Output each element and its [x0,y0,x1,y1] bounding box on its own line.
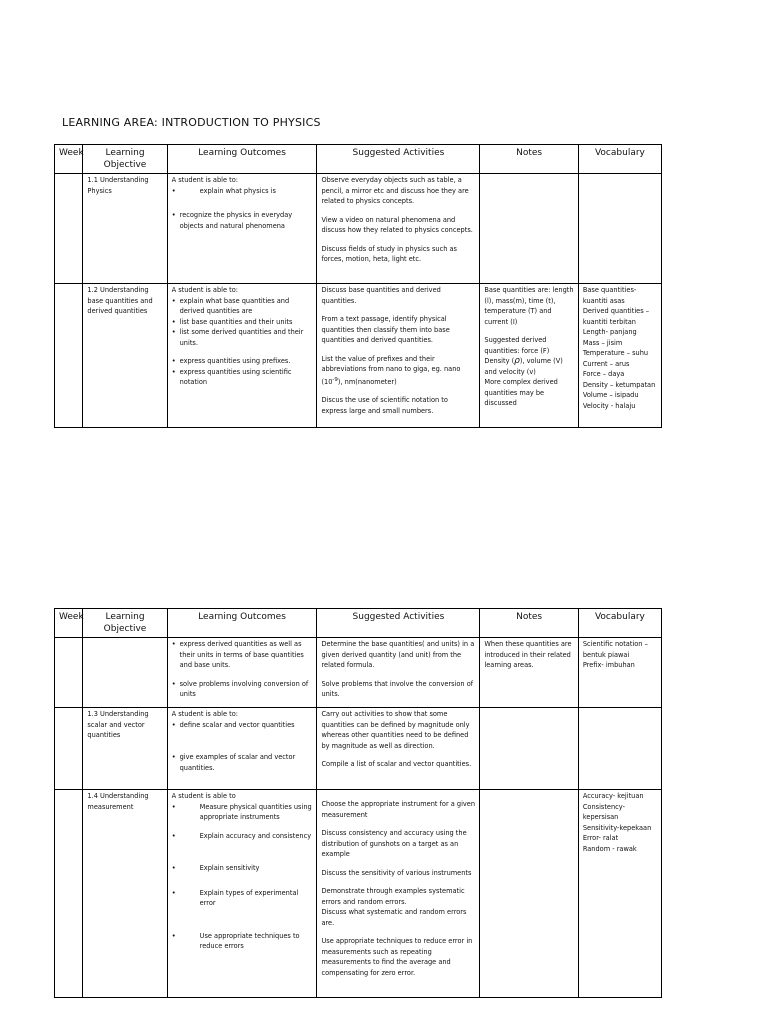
week-cell [55,174,83,284]
activities-cell [317,708,480,790]
objective-text: 1.2 Understanding base quantities and derived quantities [87,286,153,315]
notes-cell [480,284,578,428]
activities-cell [317,790,480,998]
lesson-plan-table-2 [54,608,662,998]
outcomes-cell [167,174,317,284]
notes-cell [480,708,578,790]
vocabulary-cell [578,284,661,428]
objective-text: 1.3 Understanding scalar and vector quantities [87,710,149,739]
vocabulary-cell [578,790,661,998]
outcomes-intro: A student is able to [171,792,236,800]
outcome-item: • explain what physics is [172,186,313,197]
header-vocabulary: Vocabulary [578,609,661,638]
vocabulary-cell [578,638,661,708]
header-outcomes: Learning Outcomes [167,609,317,638]
table-row [55,284,662,428]
objective-text: 1.4 Understanding measurement [87,792,149,811]
outcomes-intro: A student is able to: [171,176,238,184]
header-week: Week [55,145,83,174]
objective-cell [83,638,167,708]
activity-item: Choose the appropriate instrument for a given measurement [321,800,476,819]
vocab-item: Length- panjang [582,328,637,336]
vocab-item: Base quantities- kuantiti asas [582,286,637,305]
notes-cell [480,790,578,998]
vocab-item: Random - rawak [582,844,637,853]
activity-item: View a video on natural phenomena and discuss how they related to physics concepts. [321,215,473,234]
table-row [55,790,662,998]
outcomes-cell [167,790,317,998]
vocab-item: Error- ralat [582,834,619,842]
activity-item: Discuss the sensitivity of various instruments [321,868,472,877]
outcome-item: • Explain types of experimental error [172,888,313,909]
vocab-item: Volume – isipadu [582,391,639,399]
vocab-item: Density – ketumpatan [582,380,656,389]
outcome-item: • define scalar and vector quantities [172,720,313,731]
activities-cell [317,284,480,428]
outcomes-intro: A student is able to: [171,710,238,718]
objective-text: 1.1 Understanding Physics [87,176,149,195]
outcome-item: • solve problems involving conversion of units [172,679,313,700]
activity-item: Use appropriate techniques to reduce error in measurements such as repeating measurements to find the average and compensating for zero error. [321,937,473,977]
notes-cell [480,174,578,284]
outcome-item: • Measure physical quantities using appropriate instruments [172,802,313,823]
outcome-item: • list some derived quantities and their units. [172,327,313,348]
header-activities: Suggested Activities [317,609,480,638]
outcome-item: • recognize the physics in everyday objects and natural phenomena [172,210,313,231]
activity-item [321,354,475,388]
notes-cell [480,638,578,708]
vocab-item: Force – daya [582,370,625,378]
vocabulary-cell [578,708,661,790]
activity-item: Discuss fields of study in physics such as forces, motion, heta, light etc. [321,244,457,263]
activity-item: Discuss what systematic and random errors are. [321,908,467,927]
header-week: Week [55,609,83,638]
week-cell [55,790,83,998]
density-symbol: ρ [514,356,520,366]
week-cell [55,638,83,708]
note-item [484,335,573,377]
note-item: When these quantities are introduced in their related learning areas. [484,640,572,669]
vocabulary-cell [578,174,661,284]
outcome-item: • list base quantities and their units [172,317,313,328]
table-header-row [55,145,662,174]
outcome-item: • express derived quantities as well as their units in terms of base quantities and base units. [172,639,313,671]
activity-item: Carry out activities to show that some quantities can be defined by magnitude only whereas other quantities need to be defined by magnitude as well as direction. [321,710,470,750]
activity-text: ), nm(nanometer) [337,377,397,386]
vocab-item: Temperature – suhu [582,349,649,357]
outcomes-intro: A student is able to: [171,286,238,294]
outcomes-cell [167,638,317,708]
note-item: More complex derived quantities may be discussed [484,378,558,407]
header-notes: Notes [480,145,578,174]
lesson-plan-table-1 [54,144,662,428]
outcome-item: • Use appropriate techniques to reduce errors [172,931,313,952]
activity-item: Demonstrate through examples systematic errors and random errors. [321,887,465,906]
objective-cell [83,708,167,790]
objective-cell [83,284,167,428]
vocab-item: Derived quantities – kuantiti terbitan [582,307,650,326]
outcome-item: • express quantities using prefixes. [172,356,313,367]
note-item: Base quantities are: length (l), mass(m), time (t), temperature (T) and current (I) [484,286,574,326]
note-text: Suggested derived quantities: force (F) Density ( [484,336,550,365]
activity-item: Determine the base quantities( and units) in a given derived quantity (and unit) from the related formula. [321,640,475,669]
vocab-item: Mass – jisim [582,338,623,347]
outcome-item: • give examples of scalar and vector quantities. [172,752,313,773]
activities-cell [317,174,480,284]
vocab-item: Velocity - halaju [582,401,636,410]
week-cell [55,708,83,790]
outcomes-cell [167,708,317,790]
header-outcomes: Learning Outcomes [167,145,317,174]
activity-text: List the value of prefixes and their abbreviations from nano to giga, eg. nano (10 [321,354,461,386]
activity-item: Observe everyday objects such as table, a pencil, a mirror etc and discuss hoe they are related to physics concepts. [321,176,469,205]
header-vocabulary: Vocabulary [578,145,661,174]
activity-item: Solve problems that involve the conversion of units. [321,679,474,698]
activities-cell [317,638,480,708]
activity-item: Compile a list of scalar and vector quantities. [321,760,472,768]
table-header-row [55,609,662,638]
exponent: -9 [332,376,338,383]
vocab-item: Sensitivity-kepekaan [582,823,652,832]
vocab-item: Accuracy- kejituan [582,792,644,800]
vocab-item: Prefix- imbuhan [582,661,635,669]
activity-item: From a text passage, identify physical quantities then classify them into base quantities and derived quantities. [321,315,450,344]
header-objective: Learning Objective [83,609,167,638]
activity-item: Discus the use of scientific notation to express large and small numbers. [321,396,448,415]
week-cell [55,284,83,428]
header-objective: Learning Objective [83,145,167,174]
vocab-item: Consistency- kepersisan [582,802,625,821]
table-row [55,638,662,708]
header-notes: Notes [480,609,578,638]
outcome-item: • Explain sensitivity [172,863,313,874]
vocab-item: Current – arus [582,359,630,368]
objective-cell [83,174,167,284]
activity-item: Discuss base quantities and derived quantities. [321,286,441,305]
outcome-item: • explain what base quantities and derived quantities are [172,296,313,317]
vocab-item: Scientific notation – bentuk piawai [582,640,648,659]
header-activities: Suggested Activities [317,145,480,174]
table-row [55,174,662,284]
note-text: ), volume (V) and velocity (v) [484,357,563,376]
activity-item: Discuss consistency and accuracy using the distribution of gunshots on a target as an example [321,829,467,858]
learning-area-title: LEARNING AREA: INTRODUCTION TO PHYSICS [62,116,321,129]
objective-cell [83,790,167,998]
outcomes-cell [167,284,317,428]
outcome-item: • Explain accuracy and consistency [172,831,313,842]
outcome-item: • express quantities using scientific notation [172,367,313,388]
table-row [55,708,662,790]
